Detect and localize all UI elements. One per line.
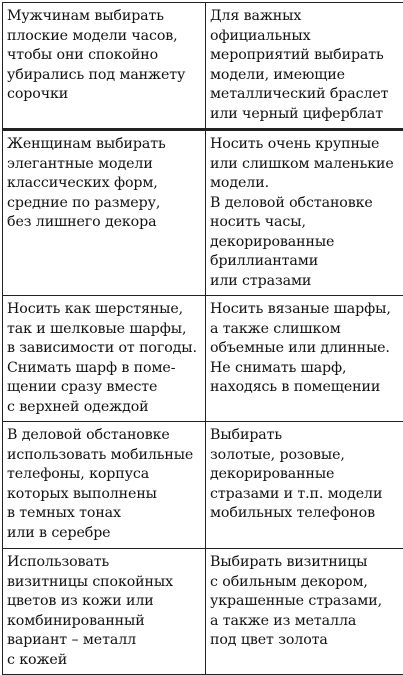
cell-text: Носить вязаные шарфы, а также слишком объемные или длинные. Не снимать шарф, находясь в помещении [210,300,403,398]
table-row [3,422,403,549]
table-cell-do [3,3,206,130]
cell-text: Носить как шерстяные, так и шелковые шарфы, в зависимости от погоды. Снимать шарф в поме- щении сразу вместе с верхней одеждой [7,300,201,417]
cell-text: Для важных официальных мероприятий выбирать модели, имеющие металлический браслет или черный циферблат [210,7,403,124]
table-row [3,549,403,675]
cell-text: Женщинам выбирать элегантные модели классических форм, средние по размеру, без лишнего декора [7,135,201,233]
cell-text: Мужчинам выбирать плоские модели часов, чтобы они спокойно убирались под манжету сорочки [7,7,201,105]
table-row [3,296,403,422]
table-cell-do [3,130,206,296]
table-cell-dont [206,296,403,422]
table-cell-do [3,296,206,422]
table-cell-dont [206,422,403,549]
table-cell-dont [206,3,403,130]
cell-text: Выбирать золотые, розовые, декорированные стразами и т.п. модели мобильных телефонов [210,426,403,524]
cell-text: Носить очень крупные или слишком маленькие модели. В деловой обстановке носить часы, декорированные бриллиантами или стразами [210,135,403,291]
cell-text: Использовать визитницы спокойных цветов из кожи или комбинированный вариант – металл с кожей [7,553,201,670]
table-row [3,3,403,130]
table-cell-do [3,549,206,675]
cell-text: В деловой обстановке использовать мобильные телефоны, корпуса которых выполнены в темных тонах или в серебре [7,426,201,543]
table-cell-do [3,422,206,549]
table-row [3,130,403,296]
table-cell-dont [206,130,403,296]
table-cell-dont [206,549,403,675]
etiquette-table [2,2,403,675]
cell-text: Выбирать визитницы с обильным декором, украшенные стразами, а также из металла под цвет золота [210,553,403,651]
